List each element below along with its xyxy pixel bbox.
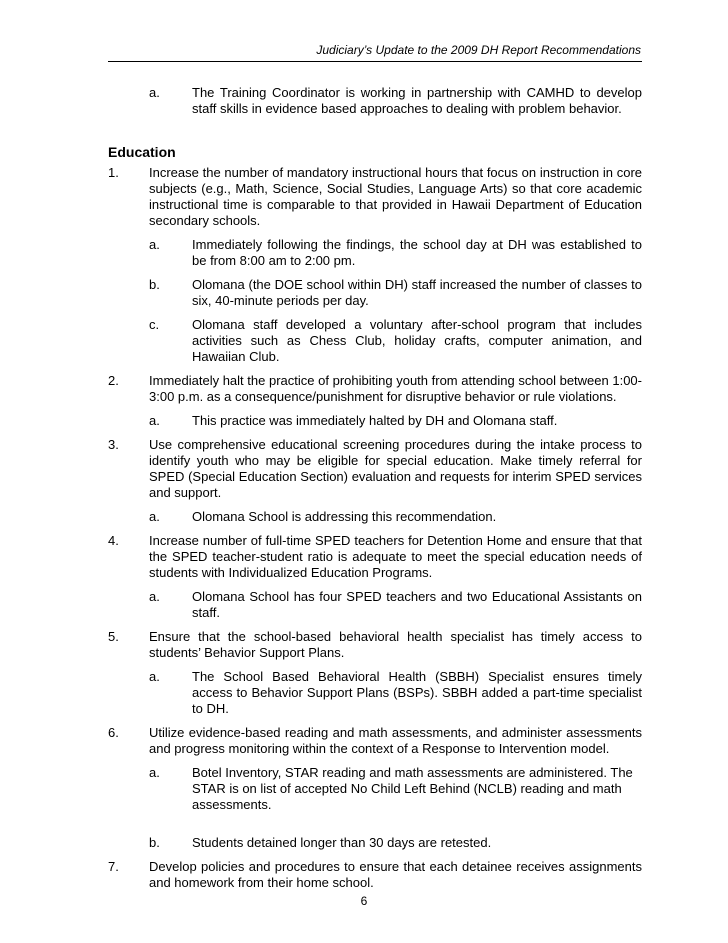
item-text: Utilize evidence-based reading and math assessments, and administer assessments and progress monitoring within the context of a Response to Intervention model. [149,725,642,756]
item-number: 6. [108,725,119,740]
sub-label: a. [149,509,160,524]
sub-text: Olomana School is addressing this recommendation. [192,509,497,524]
sub-text: This practice was immediately halted by DH and Olomana staff. [192,413,558,428]
sub-item [149,835,642,851]
item-text: Immediately halt the practice of prohibiting youth from attending school between 1:00-3:00 p.m. as a consequence/punishment for disruptive behavior or rule violations. [149,373,642,404]
page-body [108,85,642,891]
sub-item [149,413,642,429]
item-number: 4. [108,533,119,548]
sub-text: Immediately following the findings, the school day at DH was established to be from 8:00 am to 2:00 pm. [192,237,642,268]
sub-label: a. [149,589,160,604]
page-number: 6 [360,894,368,908]
sub-label: a. [149,413,160,428]
intro-item [149,85,642,117]
sub-item [149,277,642,309]
sub-text: Olomana (the DOE school within DH) staff increased the number of classes to six, 40-minute periods per day. [192,277,642,308]
list-item [108,437,642,501]
sub-item [149,509,642,525]
sub-label: b. [149,835,160,850]
sub-label: b. [149,277,160,292]
sub-text: Olomana staff developed a voluntary after-school program that includes activities such as Chess Club, holiday crafts, computer animation, and Hawaiian Club. [192,317,642,364]
intro-text: The Training Coordinator is working in partnership with CAMHD to develop staff skills in evidence based approaches to dealing with problem behavior. [192,85,642,116]
section-heading: Education [108,144,176,160]
sub-item [149,589,642,621]
sub-text: Olomana School has four SPED teachers and two Educational Assistants on staff. [192,589,642,620]
sub-text: Botel Inventory, STAR reading and math assessments are administered. The STAR is on list of accepted No Child Left Behind (NCLB) reading and math assessments. [192,765,633,812]
list-item [108,629,642,661]
sub-text: The School Based Behavioral Health (SBBH) Specialist ensures timely access to Behavior Support Plans (BSPs). SBBH added a part-time specialist to DH. [192,669,642,716]
sub-item [149,669,642,717]
item-number: 1. [108,165,119,180]
list-item [108,165,642,229]
item-text: Use comprehensive educational screening procedures during the intake process to identify youth who may be eligible for special education. Make timely referral for SPED (Special Education Section) evaluation and requests for interim SPED services and support. [149,437,642,500]
item-number: 5. [108,629,119,644]
intro-label: a. [149,85,160,100]
item-text: Ensure that the school-based behavioral health specialist has timely access to students’ Behavior Support Plans. [149,629,642,660]
item-number: 3. [108,437,119,452]
running-header: Judiciary’s Update to the 2009 DH Report Recommendations [316,43,641,57]
list-item [108,725,642,757]
list-item [108,533,642,581]
header-rule [108,61,642,62]
sub-label: a. [149,237,160,252]
sub-label: c. [149,317,160,332]
sub-item [149,237,642,269]
sub-item [149,765,642,813]
item-text: Develop policies and procedures to ensure that each detainee receives assignments and homework from their home school. [149,859,642,890]
sub-label: a. [149,669,160,684]
sub-item [149,317,642,365]
sub-label: a. [149,765,160,780]
item-number: 7. [108,859,119,874]
list-item [108,859,642,891]
sub-text: Students detained longer than 30 days are retested. [192,835,492,850]
item-number: 2. [108,373,119,388]
list-item [108,373,642,405]
item-text: Increase number of full-time SPED teachers for Detention Home and ensure that that the SPED teacher-student ratio is adequate to meet the special education needs of students with Individualized Education Programs. [149,533,642,580]
item-text: Increase the number of mandatory instructional hours that focus on instruction in core subjects (e.g., Math, Science, Social Studies, Language Arts) so that core academic instructional time is comparable to that provided in Hawaii Department of Education secondary schools. [149,165,642,228]
